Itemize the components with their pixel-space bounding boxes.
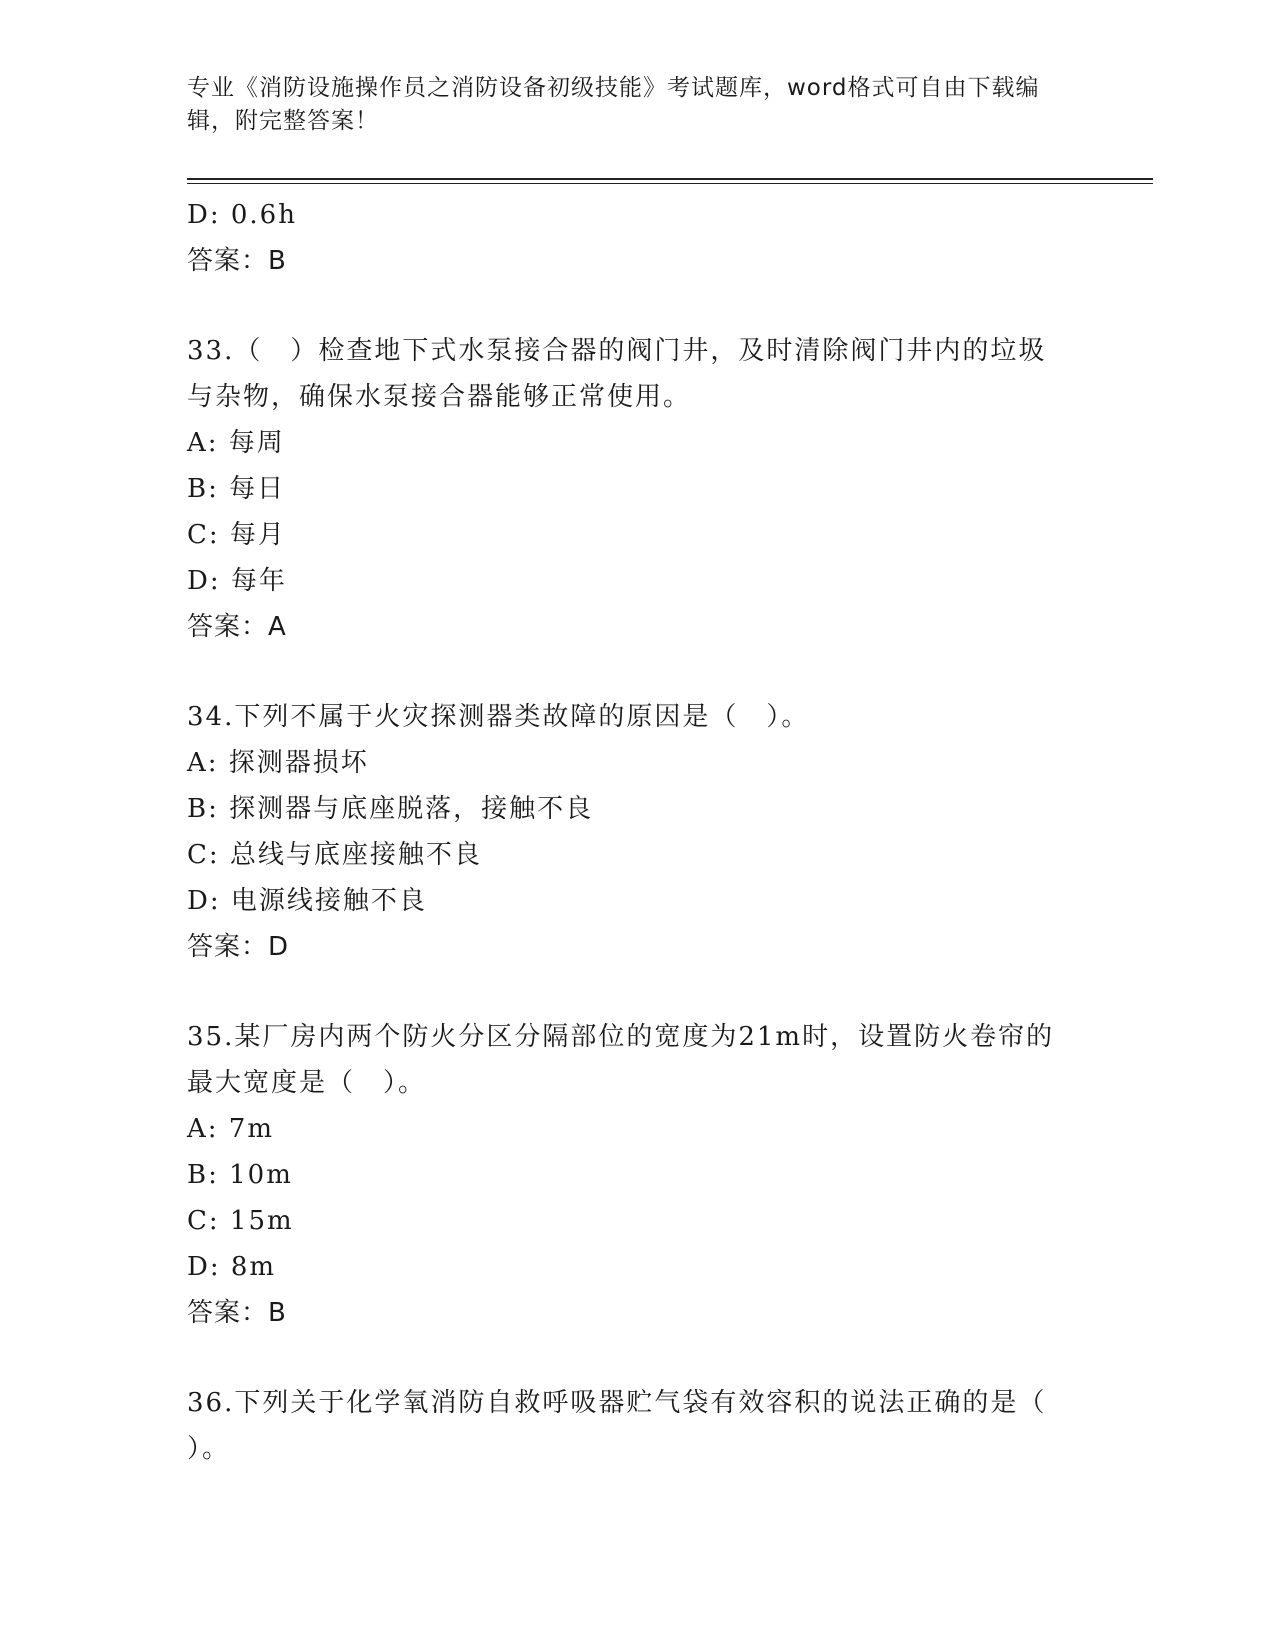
question-35 — [187, 1014, 1087, 1336]
header-line-1: 专业《消防设施操作员之消防设备初级技能》考试题库，word格式可自由下载编 — [187, 75, 1040, 101]
option-a: A: 7m — [187, 1114, 274, 1144]
question-36 — [187, 1380, 1087, 1472]
option-b: B: 10m — [187, 1160, 293, 1190]
question-list — [187, 192, 1087, 1472]
page-header — [187, 72, 1067, 138]
answer: 答案：B — [187, 1298, 287, 1328]
option-d: D: 每年 — [187, 566, 287, 596]
answer: 答案：D — [187, 932, 290, 962]
option-d: D: 电源线接触不良 — [187, 886, 427, 916]
question-text-line-1: 33.（ ）检查地下式水泵接合器的阀门井，及时清除阀门井内的垃圾 — [187, 336, 1047, 366]
question-33 — [187, 328, 1087, 650]
header-divider-thick — [187, 178, 1153, 180]
option-a: A: 探测器损坏 — [187, 748, 369, 778]
answer: 答案：A — [187, 612, 287, 642]
option-b: B: 探测器与底座脱落，接触不良 — [187, 794, 594, 824]
question-text-line-2: 与杂物，确保水泵接合器能够正常使用。 — [187, 382, 692, 412]
option-d: D: 0.6h — [187, 200, 297, 230]
question-34 — [187, 694, 1087, 970]
option-d: D: 8m — [187, 1252, 277, 1282]
question-text-line-1: 35.某厂房内两个防火分区分隔部位的宽度为21m时，设置防火卷帘的 — [187, 1022, 1055, 1052]
option-c: C: 总线与底座接触不良 — [187, 840, 482, 870]
question-text-line-2: ）。 — [187, 1434, 231, 1464]
question-text-line-1: 36.下列关于化学氧消防自救呼吸器贮气袋有效容积的说法正确的是（ — [187, 1388, 1047, 1418]
question-32-tail — [187, 192, 1087, 284]
header-divider-thin — [187, 183, 1153, 184]
question-text-line-2: 最大宽度是（ ）。 — [187, 1068, 427, 1098]
question-text-line-1: 34.下列不属于火灾探测器类故障的原因是（ ）。 — [187, 702, 810, 732]
answer: 答案：B — [187, 246, 287, 276]
header-line-2: 辑，附完整答案！ — [187, 108, 379, 134]
option-c: C: 15m — [187, 1206, 294, 1236]
option-a: A: 每周 — [187, 428, 285, 458]
option-c: C: 每月 — [187, 520, 286, 550]
option-b: B: 每日 — [187, 474, 286, 504]
